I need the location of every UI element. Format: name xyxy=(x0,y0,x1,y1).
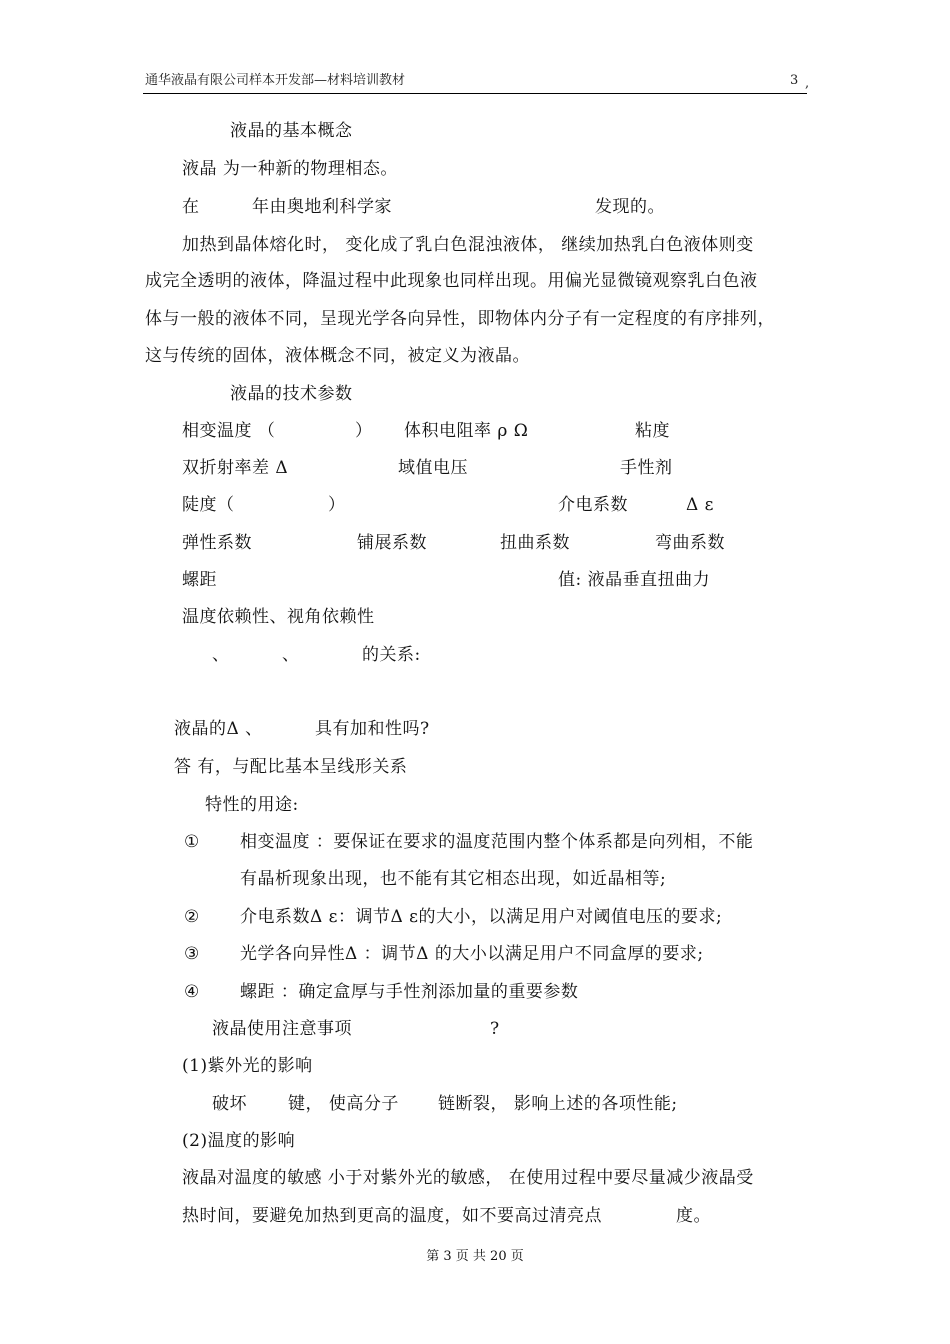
uv-text-a: 破坏 xyxy=(212,1094,247,1114)
uv-title: (1)紫外光的影响 xyxy=(182,1056,313,1076)
answer: 答 有，与配比基本呈线形关系 xyxy=(174,757,408,777)
paragraph-3-line-2: 成完全透明的液体，降温过程中此现象也同样出现。用偏光显微镜观察乳白色液 xyxy=(145,271,758,291)
paragraph-3-line-3: 体与一般的液体不同，呈现光学各向异性，即物体内分子有一定程度的有序排列， xyxy=(145,309,775,329)
param-chiral-dopant: 手性剂 xyxy=(620,458,673,478)
question-part-a: 液晶的Δ 、 xyxy=(174,719,263,739)
use-1-line-2: 有晶析现象出现，也不能有其它相态出现，如近晶相等; xyxy=(240,869,667,889)
relation-sep-2: 、 xyxy=(282,645,300,665)
use-1-line-1: 相变温度 ：要保证在要求的温度范围内整个体系都是向列相，不能 xyxy=(240,832,754,852)
uv-text-b: 键， 使高分子 xyxy=(288,1094,399,1114)
use-4-number: ④ xyxy=(184,982,200,1002)
header-page-number: 3 xyxy=(790,73,799,88)
header-title: 通华液晶有限公司样本开发部—材料培训教材 xyxy=(145,73,406,88)
param-bend: 弯曲系数 xyxy=(655,533,725,553)
page-footer: 第 3 页 共 20 页 xyxy=(426,1249,524,1264)
param-elastic: 弹性系数 xyxy=(182,533,252,553)
temp-title: (2)温度的影响 xyxy=(182,1131,296,1151)
param-dependence: 温度依赖性、视角依赖性 xyxy=(182,607,375,627)
paragraph-2-part-c: 发现的。 xyxy=(595,197,665,217)
param-dielectric: 介电系数 xyxy=(558,495,628,515)
param-birefringence: 双折射率差 Δ xyxy=(182,458,289,478)
param-twist: 扭曲系数 xyxy=(500,533,570,553)
use-3-number: ③ xyxy=(184,944,200,964)
param-phase-temp: 相变温度 （ xyxy=(182,421,276,441)
use-2-line-1: 介电系数Δ ε：调节Δ ε的大小，以满足用户对阈值电压的要求; xyxy=(240,907,723,927)
section-title-uses: 特性的用途: xyxy=(205,795,299,815)
temp-line-2-end: 度。 xyxy=(676,1206,711,1226)
param-volume-resistivity: 体积电阻率 ρ Ω xyxy=(404,421,529,441)
relation-label: 的关系: xyxy=(362,645,421,665)
param-threshold-voltage: 域值电压 xyxy=(398,458,468,478)
section-title-cautions: 液晶使用注意事项 xyxy=(212,1019,352,1039)
param-splay: 铺展系数 xyxy=(357,533,427,553)
paragraph-2-part-a: 在 xyxy=(182,197,200,217)
use-3-line-1: 光学各向异性Δ ：调节Δ 的大小以满足用户不同盒厚的要求; xyxy=(240,944,704,964)
question-part-b: 具有加和性吗? xyxy=(315,719,430,739)
param-dielectric-symbol: Δ ε xyxy=(686,495,714,515)
param-twist-force: 值: 液晶垂直扭曲力 xyxy=(558,570,711,590)
section-title-cautions-mark: ? xyxy=(490,1019,500,1039)
param-steepness-close: ） xyxy=(328,495,346,515)
header-mark: , xyxy=(805,76,810,91)
param-phase-temp-close: ） xyxy=(355,421,373,441)
header-rule xyxy=(143,93,807,94)
param-steepness: 陡度（ xyxy=(182,495,235,515)
use-4-line-1: 螺距 ：确定盒厚与手性剂添加量的重要参数 xyxy=(240,982,579,1002)
param-pitch: 螺距 xyxy=(182,570,217,590)
section-title-basic-concept: 液晶的基本概念 xyxy=(230,121,353,141)
use-2-number: ② xyxy=(184,907,200,927)
paragraph-3-line-4: 这与传统的固体，液体概念不同，被定义为液晶。 xyxy=(145,346,530,366)
paragraph-1: 液晶 为一种新的物理相态。 xyxy=(182,159,398,179)
use-1-number: ① xyxy=(184,832,200,852)
section-title-parameters: 液晶的技术参数 xyxy=(230,384,353,404)
temp-line-2: 热时间，要避免加热到更高的温度，如不要高过清亮点 xyxy=(182,1206,602,1226)
paragraph-3-line-1: 加热到晶体熔化时， 变化成了乳白色混浊液体， 继续加热乳白色液体则变 xyxy=(182,235,754,255)
param-viscosity: 粘度 xyxy=(635,421,670,441)
uv-text-c: 链断裂， 影响上述的各项性能; xyxy=(438,1094,678,1114)
temp-line-1: 液晶对温度的敏感 小于对紫外光的敏感， 在使用过程中要尽量减少液晶受 xyxy=(182,1168,754,1188)
relation-sep-1: 、 xyxy=(212,645,230,665)
paragraph-2-part-b: 年由奥地利科学家 xyxy=(252,197,392,217)
